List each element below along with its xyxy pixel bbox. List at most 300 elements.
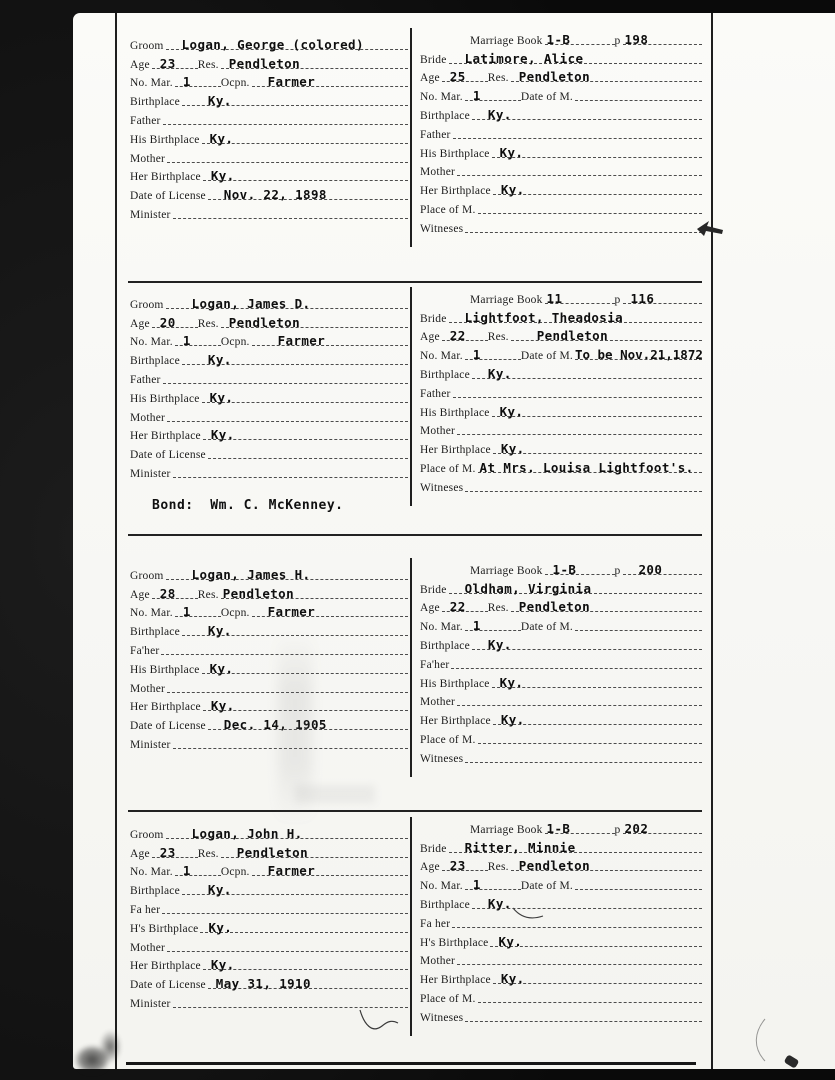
dotted-leader [173,477,408,478]
dotted-leader [449,840,702,853]
marriage-book-value: 1-B [546,820,571,836]
dotted-leader [166,826,408,839]
bride-marriage-number-row [420,876,702,895]
groom-name-row [130,36,408,55]
mother-label: Mother [130,682,166,695]
no-mar-label: No. Mar. [420,880,463,893]
groom-birthplace-value: Ky. [207,623,232,639]
bride-his-birthplace-value: Ky. [499,403,524,419]
res-label: Res. [487,72,509,85]
bride-mother-row [420,422,702,441]
res-label: Res. [197,588,219,601]
marriage-record [118,31,712,258]
groom-his-birthplace-row [130,919,408,938]
dotted-leader [453,397,702,398]
scanned-page [73,13,835,1069]
pen-curve-artifact [749,1017,771,1065]
dotted-leader [200,920,408,933]
minister-label: Minister [130,997,171,1010]
ocpn-label: Ocpn. [220,866,250,879]
bride-residence-value: Pendleton [518,599,591,615]
bride-date-of-m-value: To be Nov.21,1872 [574,347,703,363]
groom-mother-row [130,679,408,698]
groom-license-row [130,975,408,994]
dotted-leader [449,581,702,594]
dotted-leader [208,717,408,733]
dotted-leader [167,162,408,163]
dotted-leader [203,427,408,443]
dotted-leader [152,315,198,328]
dotted-leader [493,182,702,198]
dotted-leader [465,88,521,104]
bride-name-row [420,839,702,858]
groom-her-birthplace-row [130,168,408,187]
groom-label: Groom [130,298,164,311]
marriage-book-row [420,561,702,580]
dotted-leader [465,491,702,492]
dotted-leader [203,957,408,973]
mother-label: Mother [130,411,166,424]
date-of-license-label: Date of License [130,979,206,992]
groom-age-value: 23 [159,844,176,860]
age-label: Age [420,602,440,615]
dotted-leader [457,705,702,706]
bride-mother-row [420,163,702,182]
groom-his-birthplace-value: Ky. [208,919,233,935]
no-mar-label: No. Mar. [130,607,173,620]
bride-mother-row [420,952,702,971]
age-label: Age [130,58,150,71]
dotted-leader [457,434,702,435]
marriage-record [118,820,712,1047]
groom-name-value: Logan, James H. [191,566,311,582]
dotted-leader [252,863,408,879]
her-birthplace-label: Her Birthplace [130,960,201,973]
groom-birthplace-row [130,622,408,641]
dotted-leader [457,175,702,176]
groom-license-row [130,186,408,205]
groom-his-birthplace-value: Ky. [209,660,234,676]
groom-age-row [130,314,408,333]
dotted-leader [623,291,703,304]
her-birthplace-label: Her Birthplace [130,430,201,443]
marriage-record [118,290,712,525]
groom-no-mar-value: 1 [182,333,191,349]
dotted-leader [451,668,702,669]
bride-column [420,820,702,1027]
dotted-leader [478,743,702,744]
groom-no-mar-value: 1 [182,74,191,90]
dotted-leader [465,1021,702,1022]
no-mar-label: No. Mar. [130,866,173,879]
bride-age-row [420,69,702,88]
dotted-leader [465,877,521,893]
groom-birthplace-value: Ky. [207,93,232,109]
bride-father-row [420,914,702,933]
marriage-book-label: Marriage Book [470,293,543,306]
page-label: p [614,564,621,577]
bride-birthplace-row [420,636,702,655]
dotted-leader [472,107,702,120]
bride-birthplace-value: Ky. [487,365,512,381]
dotted-leader [575,630,702,631]
dotted-leader [152,56,198,69]
date-of-license-label: Date of License [130,720,206,733]
groom-father-row [130,641,408,660]
groom-mother-row [130,149,408,168]
groom-occupation-value: Farmer [267,604,316,620]
mother-label: Mother [420,425,456,438]
dotted-leader [252,604,408,620]
dotted-leader [511,599,702,615]
dotted-leader [152,845,198,858]
dotted-leader [457,964,702,965]
dotted-leader [493,712,702,728]
dotted-leader [465,618,521,634]
groom-no-mar-value: 1 [182,863,191,879]
groom-father-row [130,370,408,389]
groom-column [130,36,408,224]
page-bottom-rule [126,1062,696,1065]
groom-column [130,566,408,754]
groom-father-row [130,900,408,919]
dotted-leader [493,971,702,987]
dotted-leader [575,889,702,890]
bride-his-birthplace-value: Ky. [499,144,524,160]
place-of-m-row [420,989,702,1008]
father-label: Fa'her [420,658,450,671]
dotted-leader [472,637,702,650]
dotted-leader [453,138,702,139]
dotted-leader [575,100,702,101]
dotted-leader [182,352,408,368]
bride-column [420,290,702,497]
groom-name-row [130,825,408,844]
age-label: Age [420,72,440,85]
place-of-m-row [420,730,702,749]
birthplace-label: Birthplace [420,898,470,911]
page-number-value: 200 [638,561,663,577]
dotted-leader [472,366,702,379]
witnesses-row [420,1008,702,1027]
place-of-m-value: At Mrs. Louisa Lightfoot's. [479,459,694,475]
place-of-m-label: Place of M. [420,733,476,746]
marriage-book-label: Marriage Book [470,564,543,577]
record-separator-line [128,534,702,536]
groom-his-birthplace-row [130,130,408,149]
his-birthplace-label: His Birthplace [420,147,490,160]
dotted-leader [493,441,702,457]
dotted-leader [492,404,702,417]
dotted-leader [221,586,408,599]
dotted-leader [252,74,408,90]
marriage-book-label: Marriage Book [470,34,543,47]
groom-mother-row [130,938,408,957]
dotted-leader [472,896,702,909]
dotted-leader [182,623,408,639]
date-of-m-label: Date of M. [520,621,573,634]
dotted-leader [175,333,221,349]
res-label: Res. [487,602,509,615]
her-birthplace-label: Her Birthplace [420,185,491,198]
res-label: Res. [197,847,219,860]
dotted-leader [152,586,198,599]
groom-birthplace-row [130,92,408,111]
bride-birthplace-value: Ky. [487,106,512,122]
bride-age-value: 22 [449,328,466,344]
bride-father-row [420,384,702,403]
dotted-leader [202,661,408,674]
groom-his-birthplace-value: Ky. [209,389,234,405]
dotted-leader [545,821,615,834]
groom-her-birthplace-value: Ky. [210,957,235,973]
page-label: p [614,293,621,306]
groom-age-row [130,844,408,863]
place-of-m-label: Place of M. [420,992,476,1005]
father-label: Father [420,128,451,141]
marriage-book-row [420,290,702,309]
bride-birthplace-row [420,106,702,125]
groom-residence-value: Pendleton [236,844,309,860]
bride-his-birthplace-row [420,674,702,693]
birthplace-label: Birthplace [420,368,470,381]
res-label: Res. [487,331,509,344]
mother-label: Mother [420,955,456,968]
mother-label: Mother [420,166,456,179]
page-number-value: 198 [624,31,649,47]
groom-column [130,825,408,1013]
dotted-leader [442,599,488,615]
groom-age-value: 28 [159,585,176,601]
bride-name-row [420,309,702,328]
ink-speck-artifact [784,1054,800,1069]
dotted-leader [545,32,615,45]
groom-minister-row [130,205,408,224]
father-label: Fa her [420,917,451,930]
ocpn-label: Ocpn. [220,607,250,620]
bride-marriage-number-row [420,87,702,106]
dotted-leader [490,934,702,947]
groom-label: Groom [130,828,164,841]
dotted-leader [623,32,703,45]
bride-birthplace-row [420,895,702,914]
place-of-m-row [420,200,702,219]
birthplace-label: Birthplace [130,355,180,368]
marriage-book-row [420,820,702,839]
bride-no-mar-value: 1 [472,347,481,363]
mother-label: Mother [130,941,166,954]
groom-name-value: Logan, James D. [191,295,311,311]
groom-his-birthplace-row [130,660,408,679]
page-number-value: 116 [630,290,655,306]
bride-residence-value: Pendleton [518,858,591,874]
column-divider [410,28,412,247]
groom-column [130,295,408,513]
bride-her-birthplace-row [420,181,702,200]
bride-no-mar-value: 1 [472,618,481,634]
bride-father-row [420,125,702,144]
no-mar-label: No. Mar. [130,77,173,90]
mother-label: Mother [420,696,456,709]
groom-age-value: 20 [159,314,176,330]
his-birthplace-label: His Birthplace [130,663,200,676]
groom-her-birthplace-row [130,427,408,446]
bride-birthplace-value: Ky. [487,636,512,652]
groom-her-birthplace-value: Ky. [210,168,235,184]
groom-name-row [130,566,408,585]
groom-license-row [130,445,408,464]
witnesses-label: Witneses [420,1011,464,1024]
bride-age-row [420,599,702,618]
bride-his-birthplace-row [420,144,702,163]
witnesses-row [420,478,702,497]
groom-occupation-value: Farmer [267,863,316,879]
res-label: Res. [197,58,219,71]
dotted-leader [175,604,221,620]
dotted-leader [221,56,408,69]
groom-birthplace-row [130,351,408,370]
dotted-leader [442,858,488,874]
marriage-book-value: 11 [546,290,563,306]
dotted-leader [182,93,408,109]
marriage-book-value: 1-B [552,561,577,577]
dotted-leader [478,213,702,214]
minister-label: Minister [130,738,171,751]
dotted-leader [162,913,408,914]
his-birthplace-label: His Birthplace [420,677,490,690]
his-birthplace-label: His Birthplace [130,392,200,405]
dotted-leader [166,567,408,580]
bond-note: Bond: Wm. C. McKenney. [152,498,344,513]
dotted-leader [545,291,615,304]
age-label: Age [420,861,440,874]
dotted-leader [574,347,703,363]
marriage-book-value: 1-B [546,31,571,47]
dotted-leader [511,69,702,85]
bride-column [420,31,702,238]
no-mar-label: No. Mar. [130,336,173,349]
dotted-leader [173,218,408,219]
dotted-leader [623,821,703,834]
place-of-m-row [420,459,702,478]
column-divider [410,558,412,777]
bride-age-value: 23 [449,858,466,874]
groom-label: Groom [130,569,164,582]
dotted-leader [166,37,408,50]
bride-her-birthplace-row [420,711,702,730]
age-label: Age [130,588,150,601]
bride-no-mar-value: 1 [472,88,481,104]
dotted-leader [442,69,488,85]
bride-age-value: 22 [449,599,466,615]
bride-name-row [420,580,702,599]
dotted-leader [163,124,408,125]
dotted-leader [208,458,408,459]
date-of-m-label: Date of M. [520,350,573,363]
dotted-leader [492,145,702,158]
dotted-leader [221,845,408,858]
bride-her-birthplace-row [420,440,702,459]
dotted-leader [442,328,488,344]
groom-her-birthplace-value: Ky. [210,427,235,443]
bride-name-value: Latimore, Alice [464,50,584,66]
groom-license-value: Dec. 14, 1905 [223,717,327,733]
ocpn-label: Ocpn. [220,336,250,349]
bride-her-birthplace-value: Ky. [500,971,525,987]
bride-label: Bride [420,583,447,596]
groom-birthplace-value: Ky. [207,882,232,898]
bride-her-birthplace-row [420,970,702,989]
his-birthplace-label: His Birthplace [420,406,490,419]
dotted-leader [167,421,408,422]
bride-mother-row [420,693,702,712]
groom-name-value: Logan, John H. [191,825,303,841]
bride-residence-value: Pendleton [536,328,609,344]
place-of-m-label: Place of M. [420,203,476,216]
dotted-leader [175,863,221,879]
dotted-leader [465,347,521,363]
dotted-leader [449,51,702,64]
father-label: Father [420,387,451,400]
dotted-leader [167,692,408,693]
bride-his-birthplace-value: Ky. [498,933,523,949]
column-divider [410,287,412,506]
bride-name-row [420,50,702,69]
father-label: Fa her [130,903,161,916]
dotted-leader [478,1002,702,1003]
groom-residence-value: Pendleton [222,585,295,601]
his-birthplace-label: His Birthplace [130,133,200,146]
dotted-leader [167,951,408,952]
father-label: Father [130,114,161,127]
dotted-leader [161,654,408,655]
groom-mother-row [130,408,408,427]
father-label: Fa'her [130,644,160,657]
groom-minister-row [130,994,408,1013]
groom-residence-value: Pendleton [228,55,301,71]
record-separator-line [128,281,702,283]
groom-age-row [130,55,408,74]
record-separator-line [128,810,702,812]
dotted-leader [203,698,408,714]
groom-name-row [130,295,408,314]
groom-license-value: May 31, 1910 [215,976,311,992]
father-label: Father [130,373,161,386]
dotted-leader [173,1007,408,1008]
dotted-leader [623,562,703,575]
bride-column [420,561,702,768]
dotted-leader [202,131,408,144]
marriage-record [118,561,712,788]
groom-minister-row [130,735,408,754]
bride-his-birthplace-row [420,933,702,952]
her-birthplace-label: Her Birthplace [130,171,201,184]
his-birthplace-label: H's Birthplace [420,936,489,949]
dotted-leader [492,675,702,688]
no-mar-label: No. Mar. [420,91,463,104]
her-birthplace-label: Her Birthplace [420,715,491,728]
page-label: p [614,823,621,836]
dotted-leader [208,976,408,992]
bride-her-birthplace-value: Ky. [500,182,525,198]
birthplace-label: Birthplace [130,626,180,639]
groom-marriage-number-row [130,604,408,623]
birthplace-label: Birthplace [130,96,180,109]
age-label: Age [130,847,150,860]
date-of-license-label: Date of License [130,449,206,462]
res-label: Res. [487,861,509,874]
dotted-leader [182,882,408,898]
